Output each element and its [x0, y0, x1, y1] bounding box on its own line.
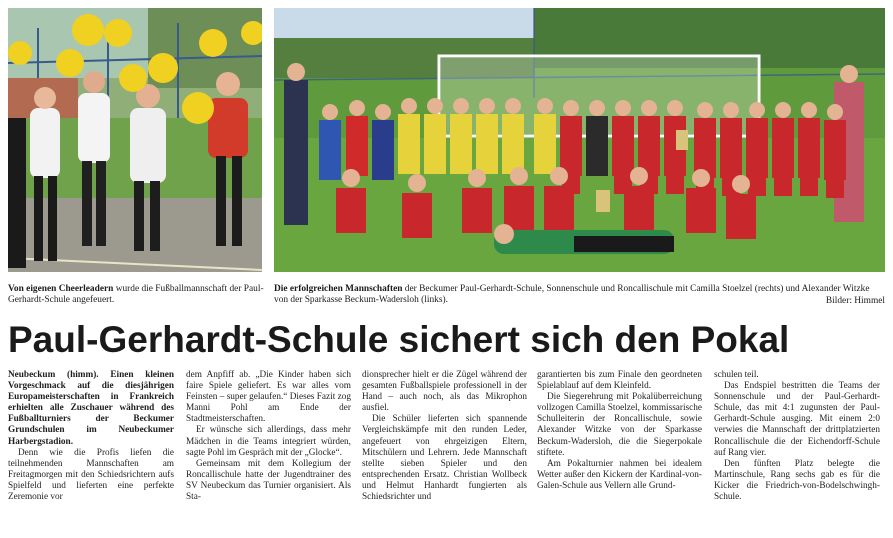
lead-text: Einen kleinen Vorgeschmack auf die diesjährigen Europameisterschaften in Frankreich erhielten alle Zuschauer während des Fußballturniers der Beckumer Grundschulen im Neubeckumer Harbergstadion. — [8, 370, 174, 447]
body-paragraph: Den fünften Platz belegte die Martinschule, Rang sechs gab es für die Kicker die Friedrich-von-Bodelschwingh-Schule. — [714, 458, 880, 503]
body-paragraph: Am Pokalturnier nahmen bei idealem Wetter außer den Kickern der Kardinal-von-Galen-Schule aus Vellern alle Grund- — [537, 458, 702, 491]
article-column-4 — [537, 370, 702, 492]
dateline: Neubeckum (himm). — [8, 370, 99, 380]
body-paragraph: Er wünsche sich allerdings, dass mehr Mädchen in die Teams integriert würden, sagte Pohl im Gespräch mit der „Glocke“. — [186, 425, 351, 458]
team-group-photo — [274, 8, 885, 272]
body-paragraph: garantierten bis zum Finale den geordneten Spielablauf auf dem Kleinfeld. — [537, 370, 702, 392]
body-paragraph: schulen teil. — [714, 370, 759, 380]
article-column-3 — [362, 370, 527, 503]
right-photo-caption — [274, 284, 885, 307]
body-paragraph: Das Endspiel bestritten die Teams der Sonnenschule und der Paul-Gerhardt-Schule, das mit 4:1 zugunsten der Paul-Gerhardt-Schule ausging. Mit einem 2:0 verwies die Mannschaft der drittplatzierten Roncallischule die der Eichendorff-Schule auf Rang vier. — [714, 381, 880, 458]
body-paragraph: Die Siegerehrung mit Pokalüberreichung vollzogen Camilla Stoelzel, kommissarische Schulleiterin der Roncallischule, sowie Alexander Witzke von der Sparkasse Beckum-Wadersloh, die die Siegerpokale stiftete. — [537, 392, 702, 458]
caption-bold-lead: Von eigenen Cheerleadern — [8, 284, 114, 294]
article-column-1 — [8, 370, 174, 503]
body-paragraph: Gemeinsam mit dem Kollegium der Roncallischule hatte der Jugendtrainer des SV Neubeckum das Turnier organisiert. Als Sta- — [186, 458, 351, 503]
body-paragraph: dem Anpfiff ab. „Die Kinder haben sich faire Spiele geliefert. Es war alles vom Feinsten – super gelaufen.“ Dieses Fazit zog Manni Pohl am Ende der Stadtmeisterschaften. — [186, 370, 351, 425]
caption-bold-lead: Die erfolgreichen Mannschaften — [274, 284, 403, 294]
body-paragraph: dionsprecher hielt er die Zügel während der gesamten Fußballspiele professionell in der Hand – auch noch, als das Mikrophon ausfiel. — [362, 370, 527, 414]
cheerleaders-photo — [8, 8, 262, 272]
lead-paragraph — [8, 370, 174, 448]
body-paragraph: Denn wie die Profis liefen die teilnehmenden Mannschaften am Freitagmorgen mit den Schiedsrichtern aufs Spielfeld und lieferten eine perfekte Zeremonie vor — [8, 447, 174, 503]
article-column-2 — [186, 370, 351, 503]
caption-text: wurde die Fußballmannschaft der Paul-Gerhardt-Schule angefeuert. — [8, 284, 264, 306]
article-headline: Paul-Gerhardt-Schule sichert sich den Pokal — [8, 319, 790, 360]
photo-credit: Bilder: Himmel — [825, 295, 885, 306]
article-column-5 — [714, 370, 880, 503]
body-paragraph: Die Schüler lieferten sich spannende Vergleichskämpfe mit den runden Leder, angefeuert von ehrgeizigen Eltern, Mitschülern und Lehrern. Jede Mannschaft stellte sieben Spieler und den entsprechenden Ersatz. Christian Wollbeck und Helmut Hanhardt fungierten als Schiedsrichter und — [362, 414, 527, 503]
left-photo-caption — [8, 284, 264, 307]
caption-text: der Beckumer Paul-Gerhardt-Schule, Sonnenschule und Roncallischule mit Camilla Stoelzel (rechts) und Alexander Witzke von der Sparkasse Beckum-Wadersloh (links). — [274, 284, 870, 306]
